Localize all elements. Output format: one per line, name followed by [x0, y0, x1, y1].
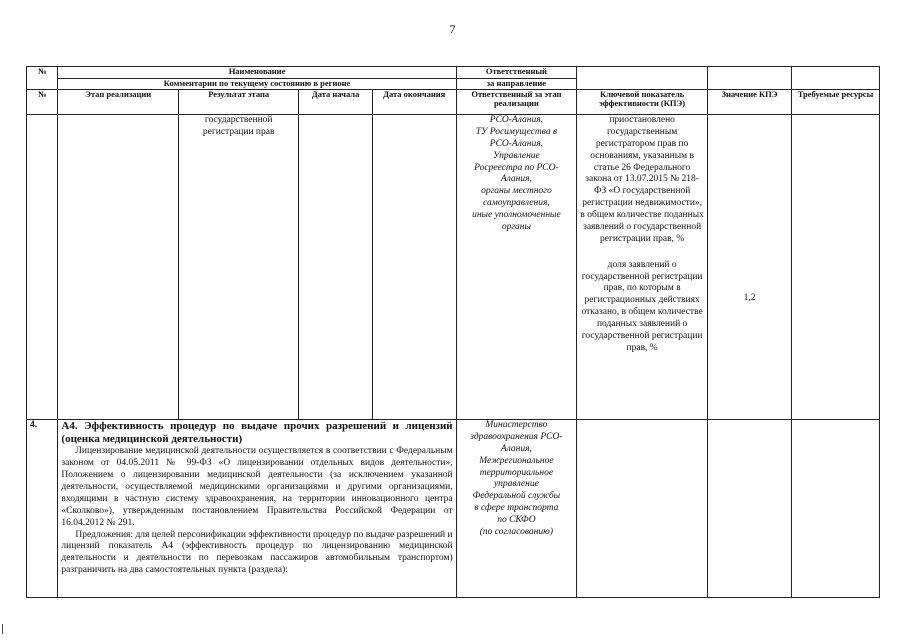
header-end: Дата окончания — [372, 90, 456, 115]
cell-resources — [791, 115, 879, 420]
table-row — [27, 115, 880, 420]
cell-stage — [58, 115, 179, 420]
header-row-3 — [27, 90, 880, 115]
header-responsible: Ответственный — [456, 67, 577, 79]
header-empty-kpe — [577, 67, 708, 90]
cell-num — [27, 115, 58, 420]
section-title: А4. Эффективность процедур по выдаче прочих разрешений и лицензий (оценка медицинской деятельности) — [61, 420, 453, 446]
header-start: Дата начала — [299, 90, 372, 115]
cell-kpe-value — [708, 420, 792, 598]
header-resources: Требуемые ресурсы — [791, 90, 879, 115]
cell-kpe — [577, 420, 708, 598]
strategy-table — [26, 66, 880, 598]
kpe-text-2: доля заявлений о государственной регистрации прав, по которым в регистрационных действиях отказано, в общем количестве поданных заявлений о государственной регистрации прав, % — [581, 259, 703, 353]
header-stage: Этап реализации — [58, 90, 179, 115]
header-num-2: № — [27, 90, 58, 115]
header-num: № — [27, 67, 58, 90]
scan-mark — [2, 624, 3, 634]
header-comment: Комментарии по текущему состоянию в регионе — [58, 78, 456, 90]
cell-responsible: Министерство здравоохранения РСО- Алания, Межрегиональное территориальное управление Федеральной службы в сфере транспорта по СКФО (по согласованию) — [456, 420, 577, 598]
header-kpe: Ключевой показатель эффективности (КПЭ) — [577, 90, 708, 115]
kpe-text-1: приостановлено государственным регистратором прав по основаниям, указанным в статье 26 Федерального закона от 13.07.2015 № 218-ФЗ «О государственной регистрации недвижимости», в общем количестве поданных заявлений о государственной регистрации прав, % — [580, 115, 704, 244]
cell-resources — [791, 420, 879, 598]
header-empty-value — [708, 67, 792, 90]
cell-start — [299, 115, 372, 420]
cell-end — [372, 115, 456, 420]
header-kpe-value: Значение КПЭ — [708, 90, 792, 115]
section-paragraph-2: Предложения: для целей персонификации эффективности процедур по выдаче разрешений и лицензий показатель А4 (эффективность процедур по лицензированию медицинской деятельности и деятельности по перевозкам пассажиров автомобильным транспортом) разграничить на два самостоятельных пункта (раздела): — [61, 529, 453, 576]
cell-result: государственной регистрации прав — [178, 115, 299, 420]
section-paragraph-1: Лицензирование медицинской деятельности осуществляется в соответствии с Федеральным законом от 04.05.2011 № 99-ФЗ «О лицензировании отдельных видов деятельности», Положением о лицензировании медицинской деятельности (за исключением указанной деятельности, осуществляемой медицинскими организациями и другими организациями, входящими в частную систему здравоохранения, на территории инновационного центра «Сколково»), утвержденным постановлением Правительства Российской Федерации от 16.04.2012 № 291. — [61, 446, 453, 528]
header-name: Наименование — [58, 67, 456, 79]
cell-kpe-value — [708, 115, 792, 420]
table-row — [27, 420, 880, 598]
cell-responsible: РСО-Алания, ТУ Росимущества в РСО-Алания, Управление Росреестра по РСО- Алания, органы местного самоуправления, иные уполномоченные органы — [456, 115, 577, 420]
page-number: 7 — [449, 22, 456, 36]
kpe-value-2: 1,2 — [743, 293, 756, 303]
cell-num: 4. — [27, 420, 58, 598]
cell-section-a4 — [58, 420, 456, 598]
header-responsible-2: за направление — [456, 78, 577, 90]
header-empty-res — [791, 67, 879, 90]
cell-kpe — [577, 115, 708, 420]
header-result: Результат этапа — [178, 90, 299, 115]
header-stage-responsible: Ответственный за этап реализации — [456, 90, 577, 115]
header-row-1 — [27, 67, 880, 79]
